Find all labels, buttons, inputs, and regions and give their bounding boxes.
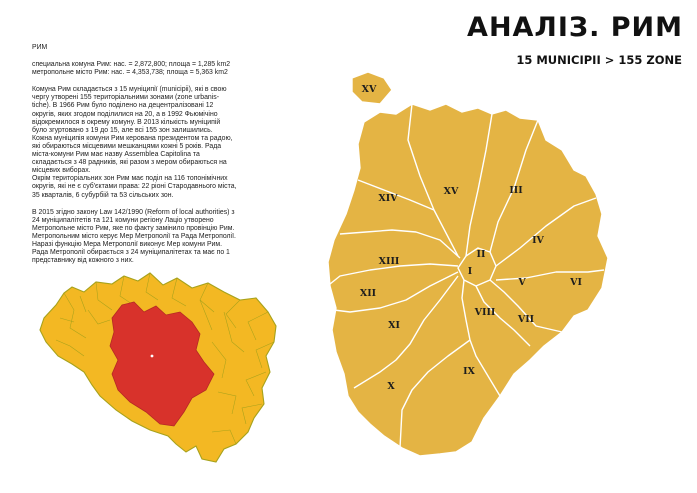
label-x: X [387,381,395,392]
label-xii: XII [359,288,377,299]
text-heading: РИМ [32,44,48,51]
label-v: V [518,277,526,288]
label-iii: III [509,185,523,196]
label-xiii: XIII [378,256,400,267]
paragraph-metropolitan: В 2015 згідно закону Law 142/1990 (Reform of local authorities) з 24 муніципалітетів та 121 комуни регіону Лаціо утворено Метропольне місто Рим, яке по факту замінило провінцію Рим. Метропольним місто керує Мер Метрополії та Рада Метрополії. Наразі функцію Мера Метрополії виконує Мер комуни Рим. Рада Метрополії обирається з 24 муніципалітетах та має по 1 представнику від кожного з них. [32,208,236,265]
label-xv: XV [443,186,459,197]
label-ii: II [476,249,486,260]
label-vii: VII [517,314,535,325]
paragraph-municipii: Комуна Рим складається з 15 муніципії (municipii), які в свою чергу утворені 155 територіальними зонами (zone urbanis-tiche). В 1966 Рим було поділено на децентралізовані 12 округів, яких згодом поділилися на 20, а в 1992 Фьюмічіно відокремилося в окрему комуну. В 2013 кількість муніципій було згуртовано з 19 до 15, але всі 155 зон залишились. [32,86,227,134]
paragraph-governance: Кожна муніципія комуни Рим керована президентом та радою, які обираються місцевими мешканцями кожні 5 років. Рада міста-комуни Рим має назву Assemblea Capitolina та складається з 48 радників, які разом з мером обираються на місцевих виборах. [32,134,233,175]
label-iv: IV [532,235,544,246]
page-subtitle: 15 MUNICIPII > 155 ZONE [516,53,682,67]
page-title: АНАЛІЗ. РИМ [467,12,683,43]
stat-metro: метропольне місто Рим: нас. = 4,353,738; площа = 5,363 km2 [32,69,228,77]
label-viii: VIII [474,307,496,318]
label-ix: IX [463,366,475,377]
paragraph-toponymy: Окрім територіальних зон Рим має поділ на 116 топонімічних округів, які не є суб'єктами права: 22 ріоні Стародавнього міста, 35 кварталів, 6 субурбій та 53 сільських зон. [32,175,237,199]
label-xv-enclave: XV [361,84,377,95]
label-i: I [467,266,473,277]
label-xi: XI [388,320,400,331]
label-xiv: XIV [378,193,398,204]
label-vi: VI [570,277,582,288]
stat-commune: специальна комуна Рим: нас. = 2,872,800; площа = 1,285 km2 [32,61,231,69]
